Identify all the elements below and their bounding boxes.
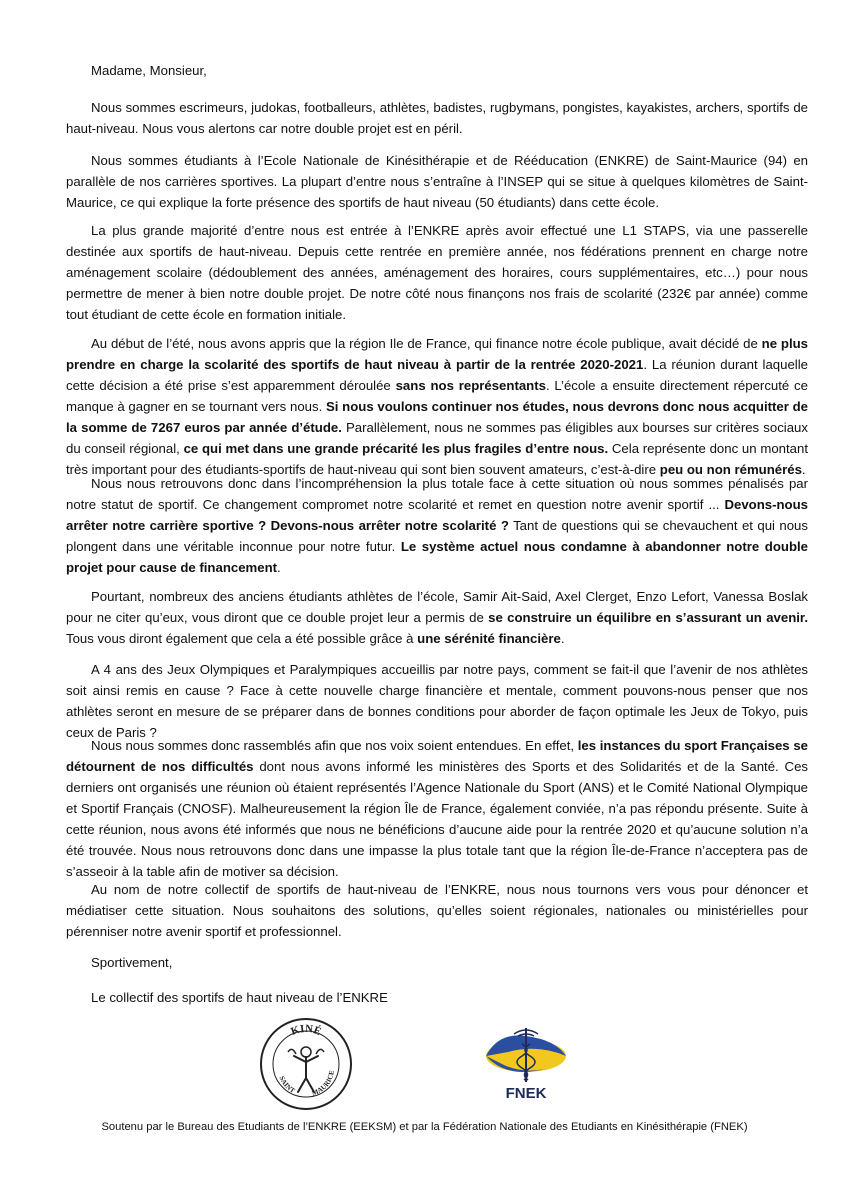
closing: Sportivement,	[91, 955, 173, 970]
text-run: .	[801, 462, 806, 477]
salutation: Madame, Monsieur,	[91, 63, 207, 78]
text-run: .	[277, 560, 281, 575]
bold-run: sans nos représentants	[395, 378, 546, 393]
bold-run: les instances du sport Françaises se détournent de nos difficultés	[66, 738, 808, 774]
kine-saint-maurice-logo	[258, 1016, 354, 1112]
fnek-logo	[478, 1022, 574, 1102]
signature: Le collectif des sportifs de haut niveau de l’ENKRE	[91, 990, 388, 1005]
bold-run: se construire un équilibre en s’assurant un avenir.	[488, 610, 808, 625]
text-run: Au nom de notre collectif de sportifs de haut-niveau de l’ENKRE, nous nous tournons vers vous pour dénoncer et médiatiser cette situation. Nous souhaitons des solutions, qu’elles soient régionales, nationales ou ministérielles pour pérenniser notre avenir sportif et professionnel.	[66, 882, 808, 939]
paragraph-2	[66, 150, 808, 213]
bold-run: peu ou non rémunérés	[659, 462, 802, 477]
paragraph-1	[66, 97, 808, 139]
text-run: Nous nous sommes donc rassemblés afin que nos voix soient entendues. En effet,	[91, 738, 578, 753]
bold-run: Devons-nous arrêter notre carrière sportive ? Devons-nous arrêter notre scolarité ?	[66, 497, 808, 533]
paragraph-7	[66, 659, 808, 743]
svg-text:SAINT: SAINT	[277, 1074, 297, 1095]
fnek-label: FNEK	[505, 1085, 547, 1102]
bold-run: ce qui met dans une grande précarité les plus fragiles d’entre nous.	[183, 441, 609, 456]
text-run: Tous vous diront également que cela a été possible grâce à	[66, 631, 418, 646]
text-run: La plus grande majorité d’entre nous est entrée à l’ENKRE après avoir effectué une L1 STAPS, via une passerelle destinée aux sportifs de haut-niveau. Depuis cette rentrée en première année, nos fédérations prennent en charge notre aménagement scolaire (dédoublement des années, aménagement des horaires, cours supplémentaires, etc…) pour nous permettre de mener à bien notre double projet. De notre côté nous finançons nos frais de scolarité (232€ par année) comme tout étudiant de cette école en formation initiale.	[66, 223, 808, 322]
paragraph-6	[66, 586, 808, 649]
text-run: Nous sommes escrimeurs, judokas, footballeurs, athlètes, badistes, rugbymans, pongistes, kayakistes, archers, sportifs de haut-niveau. Nous vous alertons car notre double projet est en péril.	[66, 100, 808, 136]
paragraph-4	[66, 333, 808, 480]
text-run: Tant de questions qui se chevauchent et qui nous plongent dans une véritable inconnue pour notre futur.	[66, 518, 808, 554]
paragraph-8	[66, 735, 808, 882]
paragraph-3	[66, 220, 808, 325]
bold-run: Le système actuel nous condamne à abandonner notre double projet pour cause de financement	[66, 539, 808, 575]
bold-run: Si nous voulons continuer nos études, nous devrons donc nous acquitter de la somme de 7267 euros par année d’étude.	[66, 399, 808, 435]
text-run: Nous nous retrouvons donc dans l’incompréhension la plus totale face à cette situation où nous sommes pénalisés par notre statut de sportif. Ce changement compromet notre scolarité et remet en question notre avenir sportif ...	[66, 476, 808, 512]
paragraph-5	[66, 473, 808, 578]
text-run: .	[560, 631, 565, 646]
footer-note: Soutenu par le Bureau des Etudiants de l’ENKRE (EEKSM) et par la Fédération Nationale des Etudiants en Kinésithérapie (FNEK)	[101, 1121, 748, 1133]
text-run: . L’école a ensuite directement répercuté ce manque à gagner en se tournant vers nous.	[66, 378, 808, 414]
svg-text:KINÉ: KINÉ	[289, 1022, 323, 1039]
bold-run: une sérénité financière	[417, 631, 561, 646]
text-run: Parallèlement, nous ne sommes pas éligibles aux bourses sur critères sociaux du conseil régional,	[66, 420, 808, 456]
text-run: dont nous avons informé les ministères des Sports et des Solidarités et de la Santé. Ces derniers ont organisés une réunion où étaient représentés l’Agence Nationale du Sport (ANS) et le Comité National Olympique et Sportif Français (CNOSF). Malheureusement la région Île de France, également conviée, n’a pas répondu présente. Suite à cette réunion, nous avons été informés que nous ne bénéficions d’aucune aide pour la rentrée 2020 et qu’aucune solution n’a été trouvée. Nous nous retrouvons donc dans une impasse la plus totale tant que la région Île-de-France n’acceptera pas de s’asseoir à la table afin de motiver sa décision.	[66, 759, 809, 879]
text-run: Pourtant, nombreux des anciens étudiants athlètes de l’école, Samir Ait-Said, Axel Clerget, Enzo Lefort, Vanessa Boslak pour ne citer qu’eux, vous diront que ce double projet leur a permis de	[66, 589, 808, 625]
text-run: Cela représente donc un montant très important pour des étudiants-sportifs de haut-niveau qui sont bien souvent amateurs, c’est-à-dire	[66, 441, 809, 477]
bold-run: ne plus prendre en charge la scolarité des sportifs de haut niveau à partir de la rentrée 2020-2021	[66, 336, 809, 372]
text-run: Nous sommes étudiants à l’Ecole Nationale de Kinésithérapie et de Rééducation (ENKRE) de Saint-Maurice (94) en parallèle de nos carrières sportives. La plupart d’entre nous s’entraîne à l’INSEP qui se situe à quelques kilomètres de Saint-Maurice, ce qui explique la forte présence des sportifs de haut niveau (50 étudiants) dans cette école.	[66, 153, 808, 210]
paragraph-9	[66, 879, 808, 942]
text-run: . La réunion durant laquelle cette décision a été prise s’est apparemment déroulée	[66, 357, 809, 393]
text-run: A 4 ans des Jeux Olympiques et Paralympiques accueillis par notre pays, comment se fait-il que l’avenir de nos athlètes soit ainsi remis en cause ? Face à cette nouvelle charge financière et mentale, comment pouvons-nous penser que nos athlètes seront en mesure de se préparer dans de bonnes conditions pour aborder de façon optimale les Jeux de Tokyo, puis ceux de Paris ?	[66, 662, 808, 740]
svg-text:MAURICE: MAURICE	[310, 1069, 336, 1098]
text-run: Au début de l’été, nous avons appris que la région Ile de France, qui finance notre école publique, avait décidé de	[91, 336, 762, 351]
